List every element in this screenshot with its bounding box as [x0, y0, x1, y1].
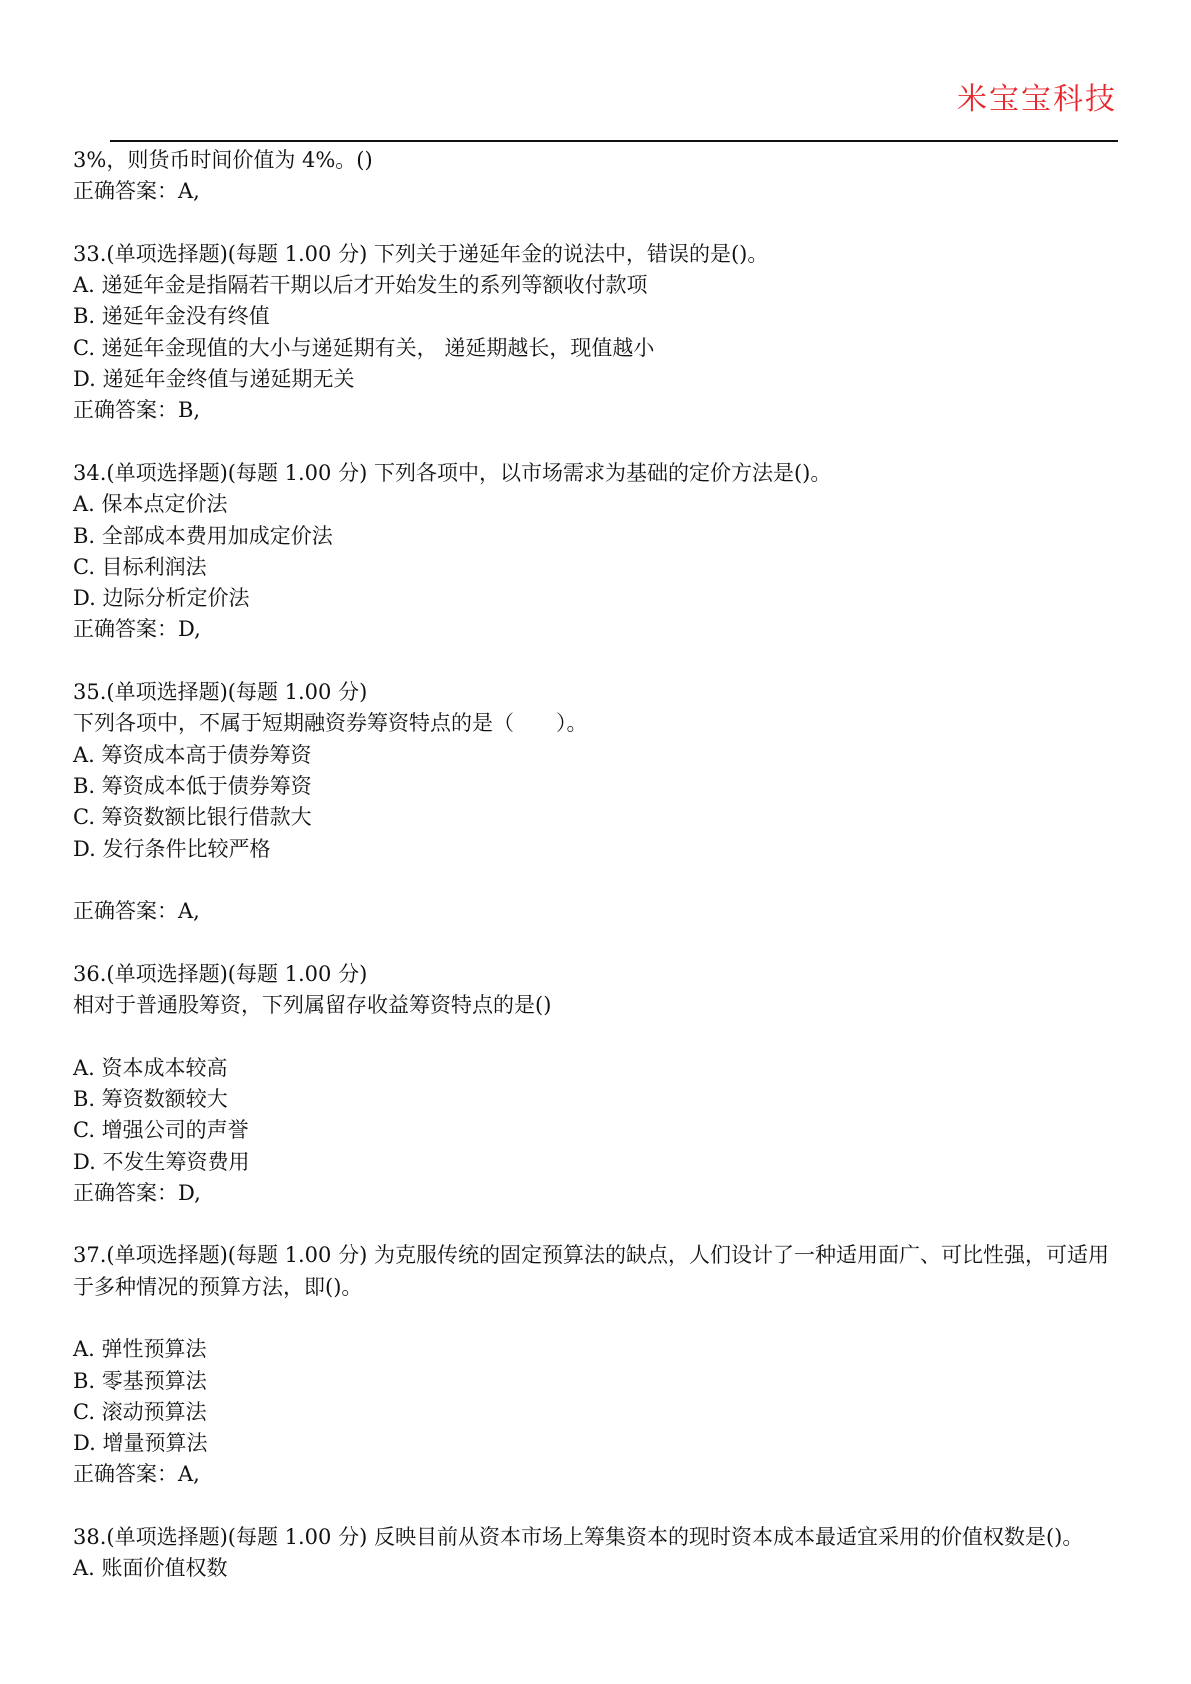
question-35-option-c: C. 筹资数额比银行借款大	[73, 805, 312, 830]
question-38-stem: 38.(单项选择题)(每题 1.00 分) 反映目前从资本市场上筹集资本的现时资本成本最适宜采用的价值权数是()。	[73, 1525, 1084, 1550]
question-35-option-d: D. 发行条件比较严格	[73, 836, 271, 861]
question-33-option-d: D. 递延年金终值与递延期无关	[73, 367, 355, 392]
spacer	[73, 1303, 1118, 1334]
question-33-option-a: A. 递延年金是指隔若干期以后才开始发生的系列等额收付款项	[73, 273, 648, 298]
question-38-option-a: A. 账面价值权数	[73, 1556, 228, 1581]
spacer	[73, 1209, 1118, 1240]
spacer	[73, 427, 1118, 458]
question-37-stem: 37.(单项选择题)(每题 1.00 分) 为克服传统的固定预算法的缺点，人们设计了一种适用面广、可比性强，可适用于多种情况的预算方法，即()。	[73, 1243, 1109, 1299]
header-rule	[110, 140, 1118, 142]
spacer	[73, 1021, 1118, 1052]
question-34-option-d: D. 边际分析定价法	[73, 586, 250, 611]
question-36-stem: 36.(单项选择题)(每题 1.00 分)	[73, 961, 368, 986]
document-body	[73, 145, 1118, 1585]
question-33-option-c: C. 递延年金现值的大小与递延期有关， 递延期越长，现值越小	[73, 335, 655, 360]
spacer	[73, 865, 1118, 896]
brand-watermark: 米宝宝科技	[957, 82, 1117, 117]
question-34-answer: 正确答案：D,	[73, 617, 201, 642]
question-37-option-d: D. 增量预算法	[73, 1431, 208, 1456]
question-34-option-a: A. 保本点定价法	[73, 492, 228, 517]
question-36-stem-text: 相对于普通股筹资，下列属留存收益筹资特点的是()	[73, 993, 552, 1018]
question-36-option-d: D. 不发生筹资费用	[73, 1149, 250, 1174]
spacer	[73, 927, 1118, 958]
question-34-stem: 34.(单项选择题)(每题 1.00 分) 下列各项中，以市场需求为基础的定价方法是()。	[73, 460, 832, 485]
question-35-answer: 正确答案：A,	[73, 899, 200, 924]
question-33-stem: 33.(单项选择题)(每题 1.00 分) 下列关于递延年金的说法中，错误的是()。	[73, 241, 769, 266]
question-36-option-c: C. 增强公司的声誉	[73, 1118, 249, 1143]
intro-text: 3%，则货币时间价值为 4%。()	[73, 148, 373, 172]
spacer	[73, 1491, 1118, 1522]
spacer	[73, 208, 1118, 239]
question-35-option-b: B. 筹资成本低于债券筹资	[73, 773, 312, 798]
question-33-option-b: B. 递延年金没有终值	[73, 304, 270, 329]
spacer	[73, 646, 1118, 677]
question-37-option-c: C. 滚动预算法	[73, 1399, 207, 1424]
question-36-option-a: A. 资本成本较高	[73, 1055, 228, 1080]
question-34-option-c: C. 目标利润法	[73, 554, 207, 579]
question-35-stem-text: 下列各项中，不属于短期融资券筹资特点的是（ ）。	[73, 711, 588, 736]
question-36-answer: 正确答案：D,	[73, 1180, 201, 1205]
question-37-option-b: B. 零基预算法	[73, 1368, 207, 1393]
question-37-option-a: A. 弹性预算法	[73, 1337, 207, 1362]
question-37-answer: 正确答案：A,	[73, 1462, 200, 1487]
question-35-stem: 35.(单项选择题)(每题 1.00 分)	[73, 680, 368, 705]
question-35-option-a: A. 筹资成本高于债券筹资	[73, 742, 312, 767]
question-36-option-b: B. 筹资数额较大	[73, 1086, 228, 1111]
question-33-answer: 正确答案：B,	[73, 398, 201, 423]
intro-answer: 正确答案：A,	[73, 179, 200, 204]
question-34-option-b: B. 全部成本费用加成定价法	[73, 523, 333, 548]
